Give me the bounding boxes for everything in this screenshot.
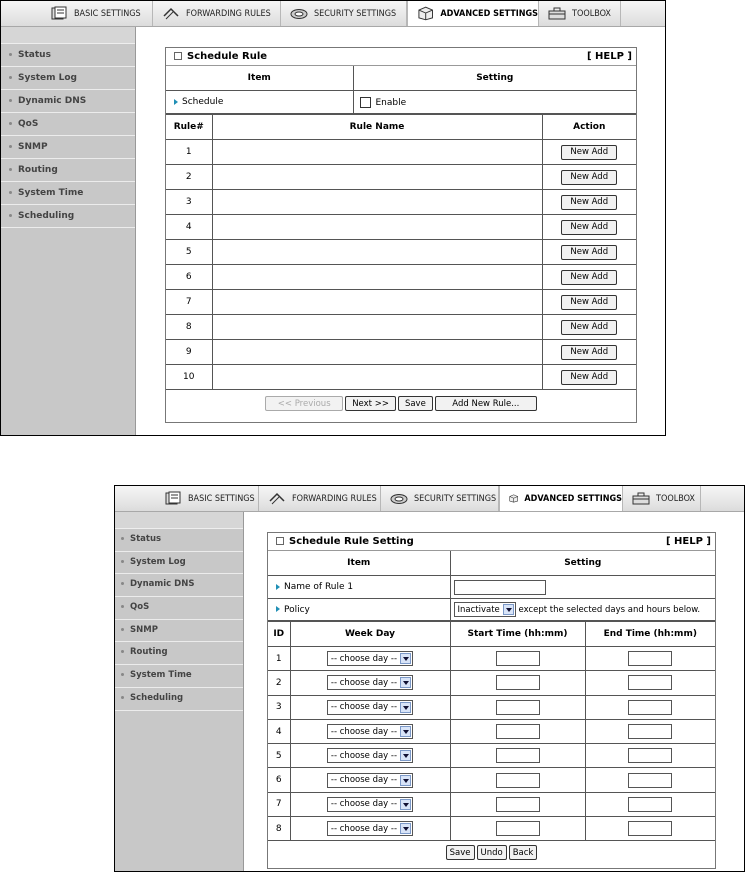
bullet-icon [9, 122, 12, 125]
action-cell [542, 140, 636, 165]
chevron-down-icon [400, 823, 411, 834]
week-day-select[interactable] [327, 821, 413, 836]
start-time-input[interactable] [496, 675, 540, 690]
bullet-icon [121, 537, 124, 540]
tab-advanced-settings[interactable] [499, 486, 623, 511]
lock-ring-icon [289, 6, 309, 21]
tab-label: SECURITY SETTINGS [414, 493, 497, 504]
bullet-icon [9, 214, 12, 217]
new-add-button[interactable]: New Add [561, 345, 617, 360]
tab-label: ADVANCED SETTINGS [440, 8, 538, 19]
schedule-label-cell [166, 91, 353, 114]
week-day-select[interactable] [327, 675, 413, 690]
rule-name-cell [212, 365, 542, 390]
tab-label: BASIC SETTINGS [188, 493, 255, 504]
col-header-rule-number: Rule# [166, 115, 212, 140]
action-cell [542, 315, 636, 340]
new-add-button[interactable]: New Add [561, 195, 617, 210]
top-nav-bar [1, 1, 665, 27]
rule-row [166, 340, 636, 365]
triangle-bullet-icon [174, 99, 178, 105]
rules-table [166, 114, 636, 390]
box-icon [508, 491, 519, 506]
document-stack-icon [49, 6, 69, 21]
start-time-cell [450, 719, 585, 743]
week-day-select[interactable] [327, 773, 413, 788]
col-header-setting: Setting [353, 66, 636, 91]
schedule-rule-setting-window [114, 485, 745, 872]
row-id: 2 [268, 671, 290, 695]
panel-title: Schedule Rule [187, 51, 268, 62]
action-cell [542, 290, 636, 315]
sidebar-item-label: System Log [18, 73, 77, 83]
end-time-input[interactable] [628, 724, 672, 739]
start-time-input[interactable] [496, 700, 540, 715]
col-header-setting: Setting [450, 551, 715, 576]
sidebar-item-label: Dynamic DNS [130, 579, 195, 590]
sidebar-item-system-log[interactable] [1, 67, 135, 90]
rule-number: 3 [166, 190, 212, 215]
sidebar-item-label: Scheduling [130, 692, 184, 703]
lock-ring-icon [389, 491, 409, 506]
schedule-day-row [268, 695, 715, 719]
bullet-icon [9, 145, 12, 148]
start-time-input[interactable] [496, 724, 540, 739]
sidebar-item-label: QoS [130, 602, 150, 613]
end-time-cell [585, 671, 715, 695]
rule-number: 4 [166, 215, 212, 240]
rule-row [166, 290, 636, 315]
col-header-week-day: Week Day [290, 622, 450, 647]
start-time-cell [450, 792, 585, 816]
start-time-cell [450, 744, 585, 768]
save-button[interactable]: Save [446, 845, 475, 860]
col-header-start-time: Start Time (hh:mm) [450, 622, 585, 647]
toolbox-icon [547, 6, 567, 21]
sidebar-item-label: Routing [18, 165, 58, 175]
new-add-button[interactable]: New Add [561, 170, 617, 185]
sidebar-item-label: Status [130, 534, 162, 544]
week-day-select[interactable] [327, 700, 413, 715]
tab-advanced-settings[interactable] [407, 1, 539, 26]
rule-number: 6 [166, 265, 212, 290]
week-day-cell [290, 647, 450, 671]
start-time-input[interactable] [496, 748, 540, 763]
box-icon [416, 6, 435, 21]
schedule-day-row [268, 719, 715, 743]
rule-number: 8 [166, 315, 212, 340]
schedule-day-row [268, 792, 715, 816]
sidebar-item-dynamic-dns[interactable] [115, 574, 243, 597]
rule-row [166, 265, 636, 290]
week-day-cell [290, 768, 450, 792]
sidebar-header-strip [115, 512, 243, 529]
add-new-rule-button[interactable]: Add New Rule... [435, 396, 537, 411]
start-time-input[interactable] [496, 773, 540, 788]
policy-label: Policy [284, 604, 310, 615]
week-day-cell [290, 744, 450, 768]
rule-name-cell [212, 315, 542, 340]
new-add-button[interactable]: New Add [561, 220, 617, 235]
schedule-settings-table [166, 66, 636, 114]
start-time-cell [450, 647, 585, 671]
rule-nav-buttons [166, 390, 636, 411]
action-cell [542, 340, 636, 365]
rule-name-cell [212, 340, 542, 365]
schedule-day-row [268, 647, 715, 671]
tab-toolbox[interactable] [623, 486, 701, 511]
enable-checkbox[interactable] [360, 97, 371, 108]
row-id: 6 [268, 768, 290, 792]
sidebar-item-snmp[interactable] [115, 620, 243, 643]
tab-label: ADVANCED SETTINGS [524, 493, 622, 504]
bullet-icon [9, 191, 12, 194]
sidebar-item-routing[interactable] [1, 159, 135, 182]
week-day-select[interactable] [327, 748, 413, 763]
end-time-input[interactable] [628, 651, 672, 666]
tab-label: FORWARDING RULES [292, 493, 377, 504]
bullet-icon [9, 53, 12, 56]
schedule-day-row [268, 744, 715, 768]
row-id: 1 [268, 647, 290, 671]
tab-label: BASIC SETTINGS [74, 8, 141, 19]
triangle-bullet-icon [276, 606, 280, 612]
policy-select[interactable] [454, 602, 516, 617]
end-time-cell [585, 792, 715, 816]
start-time-input[interactable] [496, 821, 540, 836]
chevron-down-icon [400, 775, 411, 786]
sidebar-item-status[interactable] [1, 44, 135, 67]
rule-row [166, 365, 636, 390]
tab-forwarding-rules[interactable] [259, 486, 381, 511]
col-header-action: Action [542, 115, 636, 140]
schedule-rule-window [0, 0, 666, 436]
rule-number: 7 [166, 290, 212, 315]
end-time-input[interactable] [628, 797, 672, 812]
week-day-value: -- choose day -- [330, 775, 398, 786]
arrows-icon [161, 6, 181, 21]
week-day-value: -- choose day -- [330, 702, 398, 713]
tab-basic-settings[interactable] [155, 486, 259, 511]
help-link[interactable]: [ HELP ] [586, 51, 632, 62]
sidebar-item-status[interactable] [115, 529, 243, 552]
week-day-select[interactable] [327, 651, 413, 666]
rule-number: 1 [166, 140, 212, 165]
tab-label: SECURITY SETTINGS [314, 8, 397, 19]
week-day-cell [290, 695, 450, 719]
schedule-label: Schedule [182, 97, 224, 107]
policy-label-cell [268, 599, 450, 621]
sidebar [115, 512, 244, 871]
rule-name-cell [212, 190, 542, 215]
bullet-icon [121, 605, 124, 608]
schedule-day-row [268, 768, 715, 792]
tab-label: TOOLBOX [572, 8, 611, 19]
end-time-cell [585, 695, 715, 719]
help-link[interactable]: [ HELP ] [665, 536, 711, 547]
policy-description: except the selected days and hours below. [518, 605, 701, 615]
week-day-value: -- choose day -- [330, 823, 398, 834]
week-day-select[interactable] [327, 797, 413, 812]
rule-row [166, 190, 636, 215]
week-day-select[interactable] [327, 724, 413, 739]
sidebar-item-routing[interactable] [115, 642, 243, 665]
tab-security-settings[interactable] [381, 486, 499, 511]
sidebar-item-system-log[interactable] [115, 552, 243, 575]
sidebar-item-label: Dynamic DNS [18, 96, 87, 106]
sidebar-item-label: QoS [18, 119, 39, 129]
rule-name-label-cell [268, 576, 450, 599]
rule-name-cell [212, 215, 542, 240]
bullet-icon [9, 76, 12, 79]
rule-name-label: Name of Rule 1 [284, 582, 354, 592]
panel-header [268, 533, 715, 551]
col-header-rule-name: Rule Name [212, 115, 542, 140]
top-nav-bar [115, 486, 744, 512]
rule-name-input[interactable] [454, 580, 546, 595]
row-id: 7 [268, 792, 290, 816]
row-id: 3 [268, 695, 290, 719]
chevron-down-icon [400, 799, 411, 810]
sidebar-item-qos[interactable] [1, 113, 135, 136]
rule-number: 2 [166, 165, 212, 190]
form-buttons [268, 841, 715, 860]
bullet-icon [121, 696, 124, 699]
end-time-input[interactable] [628, 675, 672, 690]
bullet-icon [9, 99, 12, 102]
undo-button[interactable]: Undo [477, 845, 507, 860]
back-button[interactable]: Back [509, 845, 538, 860]
end-time-cell [585, 744, 715, 768]
rule-name-cell [212, 165, 542, 190]
rule-number: 10 [166, 365, 212, 390]
week-day-value: -- choose day -- [330, 677, 398, 688]
sidebar-item-dynamic-dns[interactable] [1, 90, 135, 113]
action-cell [542, 365, 636, 390]
week-day-cell [290, 817, 450, 841]
end-time-input[interactable] [628, 821, 672, 836]
new-add-button[interactable]: New Add [561, 295, 617, 310]
rule-name-cell [212, 140, 542, 165]
chevron-down-icon [400, 750, 411, 761]
sidebar-item-label: Scheduling [18, 211, 75, 221]
bullet-icon [121, 560, 124, 563]
sidebar-item-label: System Time [130, 670, 192, 681]
sidebar-item-scheduling[interactable] [1, 205, 135, 228]
chevron-down-icon [503, 604, 514, 615]
enable-label: Enable [375, 97, 407, 108]
rule-number: 5 [166, 240, 212, 265]
tab-forwarding-rules[interactable] [153, 1, 281, 26]
tab-label: TOOLBOX [656, 493, 695, 504]
week-day-cell [290, 792, 450, 816]
col-header-end-time: End Time (hh:mm) [585, 622, 715, 647]
action-cell [542, 265, 636, 290]
week-day-value: -- choose day -- [330, 799, 398, 810]
sidebar-item-label: SNMP [130, 624, 158, 635]
sidebar [1, 27, 136, 435]
schedule-days-table [268, 621, 715, 841]
bullet-icon [121, 650, 124, 653]
bullet-icon [121, 628, 124, 631]
end-time-input[interactable] [628, 748, 672, 763]
start-time-cell [450, 768, 585, 792]
rule-settings-table [268, 551, 715, 621]
previous-button[interactable]: << Previous [265, 396, 343, 411]
sidebar-item-label: System Time [18, 188, 84, 198]
sidebar-item-qos[interactable] [115, 597, 243, 620]
panel-header [166, 48, 636, 66]
week-day-value: -- choose day -- [330, 750, 398, 761]
row-id: 8 [268, 817, 290, 841]
next-button[interactable]: Next >> [345, 396, 396, 411]
toolbox-icon [631, 491, 651, 506]
panel-title: Schedule Rule Setting [289, 536, 414, 547]
sidebar-item-label: Routing [130, 647, 168, 658]
action-cell [542, 215, 636, 240]
sidebar-item-snmp[interactable] [1, 136, 135, 159]
new-add-button[interactable]: New Add [561, 270, 617, 285]
week-day-cell [290, 719, 450, 743]
bullet-icon [9, 168, 12, 171]
new-add-button[interactable]: New Add [561, 245, 617, 260]
tab-label: FORWARDING RULES [186, 8, 271, 19]
schedule-rule-panel [165, 47, 637, 423]
sidebar-item-system-time[interactable] [115, 665, 243, 688]
schedule-day-row [268, 817, 715, 841]
document-stack-icon [163, 491, 183, 506]
rule-name-cell [212, 240, 542, 265]
bullet-icon [121, 582, 124, 585]
sidebar-item-label: System Log [130, 556, 186, 567]
end-time-cell [585, 768, 715, 792]
week-day-value: -- choose day -- [330, 726, 398, 737]
action-cell [542, 165, 636, 190]
week-day-cell [290, 671, 450, 695]
schedule-day-row [268, 671, 715, 695]
sidebar-item-label: SNMP [18, 142, 48, 152]
schedule-setting-cell [353, 91, 636, 114]
rule-name-cell [212, 290, 542, 315]
rule-name-cell [212, 265, 542, 290]
new-add-button[interactable]: New Add [561, 145, 617, 160]
rule-row [166, 140, 636, 165]
rule-name-cell [450, 576, 715, 599]
policy-select-value: Inactivate [457, 604, 500, 615]
save-button[interactable]: Save [398, 396, 433, 411]
bullet-icon [121, 673, 124, 676]
col-header-item: Item [166, 66, 353, 91]
end-time-input[interactable] [628, 700, 672, 715]
row-id: 5 [268, 744, 290, 768]
policy-cell [450, 599, 715, 621]
triangle-bullet-icon [276, 584, 280, 590]
start-time-cell [450, 671, 585, 695]
tab-security-settings[interactable] [281, 1, 407, 26]
action-cell [542, 190, 636, 215]
rule-row [166, 165, 636, 190]
schedule-rule-setting-panel [267, 532, 716, 869]
week-day-value: -- choose day -- [330, 653, 398, 664]
col-header-id: ID [268, 622, 290, 647]
start-time-input[interactable] [496, 651, 540, 666]
sidebar-header-strip [1, 27, 135, 44]
chevron-down-icon [400, 677, 411, 688]
new-add-button[interactable]: New Add [561, 320, 617, 335]
new-add-button[interactable]: New Add [561, 370, 617, 385]
rule-row [166, 315, 636, 340]
end-time-cell [585, 647, 715, 671]
row-id: 4 [268, 719, 290, 743]
rule-row [166, 215, 636, 240]
sidebar-item-label: Status [18, 50, 51, 60]
action-cell [542, 240, 636, 265]
end-time-cell [585, 719, 715, 743]
start-time-cell [450, 695, 585, 719]
rule-row [166, 240, 636, 265]
tab-basic-settings[interactable] [41, 1, 153, 26]
arrows-icon [267, 491, 287, 506]
sidebar-item-scheduling[interactable] [115, 688, 243, 711]
chevron-down-icon [400, 702, 411, 713]
start-time-cell [450, 817, 585, 841]
end-time-input[interactable] [628, 773, 672, 788]
chevron-down-icon [400, 653, 411, 664]
tab-toolbox[interactable] [539, 1, 621, 26]
sidebar-item-system-time[interactable] [1, 182, 135, 205]
chevron-down-icon [400, 726, 411, 737]
square-icon [276, 537, 284, 545]
start-time-input[interactable] [496, 797, 540, 812]
square-icon [174, 52, 182, 60]
col-header-item: Item [268, 551, 450, 576]
rule-number: 9 [166, 340, 212, 365]
end-time-cell [585, 817, 715, 841]
